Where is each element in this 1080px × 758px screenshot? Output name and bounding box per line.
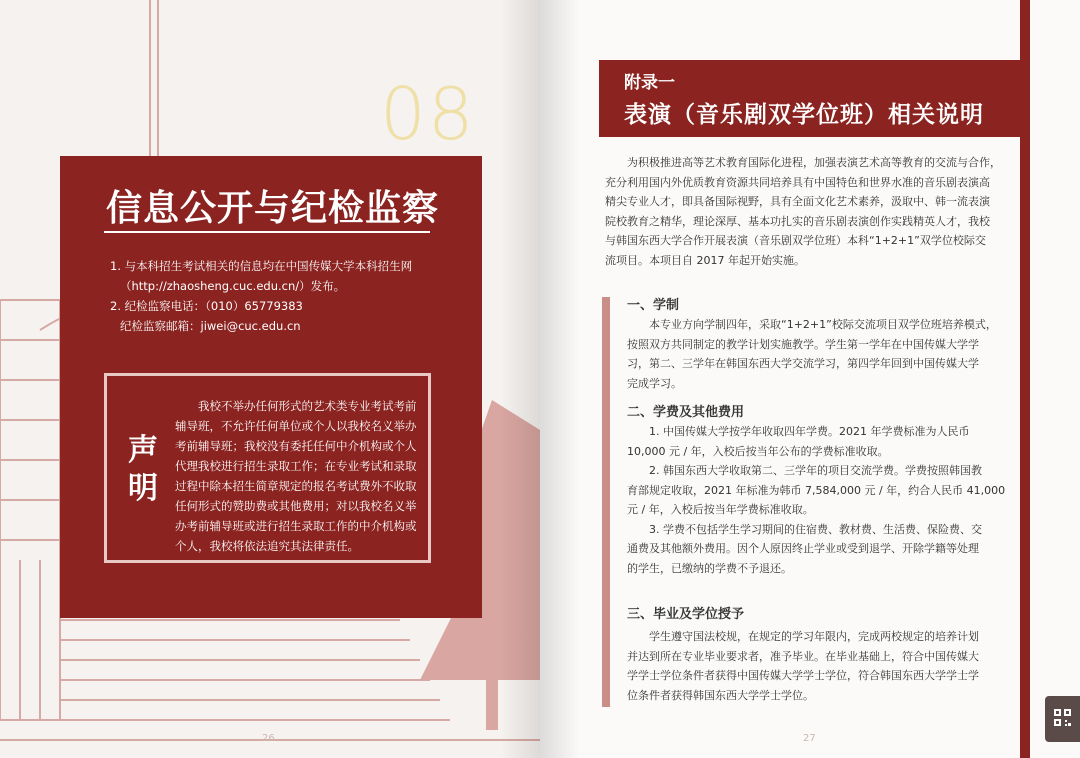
- text-line: 院校教育之精华，理论深厚、基本功扎实的音乐剧表演创作实践精英人才，我校: [605, 214, 990, 228]
- section-body: [627, 627, 1037, 705]
- section-heading: 三、毕业及学位授予: [627, 607, 745, 622]
- appendix-title: 表演（音乐剧双学位班）相关说明: [624, 102, 984, 128]
- text-line: 10,000 元 / 年，入校后按当年公布的学费标准收取。: [627, 444, 889, 458]
- qr-code-icon: [1045, 696, 1080, 742]
- appendix-label: 附录一: [624, 73, 675, 93]
- section-body: [627, 422, 1037, 578]
- title-divider: [104, 231, 430, 233]
- info-line: 1. 与本科招生考试相关的信息均在中国传媒大学本科招生网: [110, 259, 413, 273]
- text-line: 3. 学费不包括学生学习期间的住宿费、教材费、生活费、保险费、交: [649, 522, 982, 536]
- panel-title: 信息公开与纪检监察: [106, 188, 440, 229]
- section-accent-bar: [602, 297, 610, 707]
- text-line: 2. 韩国东西大学收取第二、三学年的项目交流学费。学费按照韩国教: [649, 464, 982, 477]
- notice-line: 任何形式的赞助费或其他费用；对以我校名义举: [175, 499, 417, 513]
- text-line: 学学士学位条件者获得中国传媒大学学士学位，符合韩国东西大学学士学: [627, 669, 979, 682]
- notice-line: 我校不举办任何形式的艺术类专业考试考前: [198, 399, 417, 413]
- notice-line: 考前辅导班；我校没有委托任何中介机构或个人: [175, 439, 417, 453]
- text-line: 位条件者获得韩国东西大学学士学位。: [627, 688, 814, 702]
- text-line: 元 / 年，入校后按当年学费标准收取。: [627, 503, 814, 516]
- qr-code-button[interactable]: [1045, 696, 1080, 742]
- info-line: 纪检监察邮箱：jiwei@cuc.edu.cn: [120, 319, 301, 333]
- text-line: 精尖专业人才，即具备国际视野，具有全面文化艺术素养，汲取中、韩一流表演: [605, 195, 990, 208]
- notice-line: 过程中除本招生简章规定的报名考试费外不收取: [175, 479, 417, 493]
- text-line: 并达到所在专业毕业要求者，准予毕业。在毕业基础上，符合中国传媒大: [627, 649, 979, 663]
- text-line: 育部规定收取，2021 年标准为韩币 7,584,000 元 / 年，约合人民币 41,000: [627, 483, 1006, 497]
- chapter-number: 08: [380, 72, 476, 156]
- text-line: 与韩国东西大学合作开展表演（音乐剧双学位班）本科“1+2+1”双学位校际交: [605, 234, 986, 247]
- notice-box: [104, 373, 431, 563]
- notice-heading-char: 声: [128, 433, 158, 468]
- right-page: [540, 0, 1080, 758]
- text-line: 1. 中国传媒大学按学年收取四年学费。2021 年学费标准为人民币: [649, 425, 970, 438]
- notice-line: 个人，我校将依法追究其法律责任。: [175, 539, 359, 553]
- notice-line: 辅导班，不允许任何单位或个人以我校名义举办: [175, 419, 417, 433]
- appendix-banner: [599, 60, 1030, 137]
- notice-body: [175, 396, 420, 556]
- text-line: 习，第二、三学年在韩国东西大学交流学习，第四学年回到中国传媒大学: [627, 357, 979, 370]
- info-line: 2. 纪检监察电话：（010）65779383: [110, 299, 303, 313]
- text-line: 按照双方共同制定的教学计划实施教学。学生第一学年在中国传媒大学学: [627, 337, 979, 351]
- section-heading: 一、学制: [627, 298, 680, 313]
- text-line: 的学生，已缴纳的学费不予退还。: [627, 561, 792, 575]
- info-line: （http://zhaosheng.cuc.edu.cn/）发布。: [120, 279, 346, 293]
- text-line: 学生遵守国法校规，在规定的学习年限内，完成两校规定的培养计划: [649, 630, 979, 643]
- section-body: [627, 315, 1037, 393]
- text-line: 本专业方向学制四年，采取“1+2+1”校际交流项目双学位班培养模式，: [649, 318, 997, 331]
- text-line: 完成学习。: [627, 376, 682, 390]
- intro-paragraph: [605, 153, 1025, 270]
- text-line: 流项目。本项目自 2017 年起开始实施。: [605, 253, 805, 267]
- section-heading: 二、学费及其他费用: [627, 405, 745, 420]
- page-number: 27: [803, 733, 816, 744]
- notice-line: 办考前辅导班或进行招生录取工作的中介机构或: [175, 519, 417, 533]
- notice-line: 代理我校进行招生录取工作；在专业考试和录取: [175, 459, 417, 473]
- info-list: [110, 256, 470, 336]
- info-panel: [60, 156, 482, 618]
- text-line: 通费及其他额外费用。因个人原因终止学业或受到退学、开除学籍等处理: [627, 542, 979, 555]
- notice-heading-char: 明: [128, 471, 158, 506]
- page-number: 26: [262, 733, 275, 744]
- text-line: 为积极推进高等艺术教育国际化进程，加强表演艺术高等教育的交流与合作，: [627, 156, 1001, 169]
- notice-heading: [123, 432, 163, 508]
- text-line: 充分利用国内外优质教育资源共同培养具有中国特色和世界水准的音乐剧表演高: [605, 175, 990, 189]
